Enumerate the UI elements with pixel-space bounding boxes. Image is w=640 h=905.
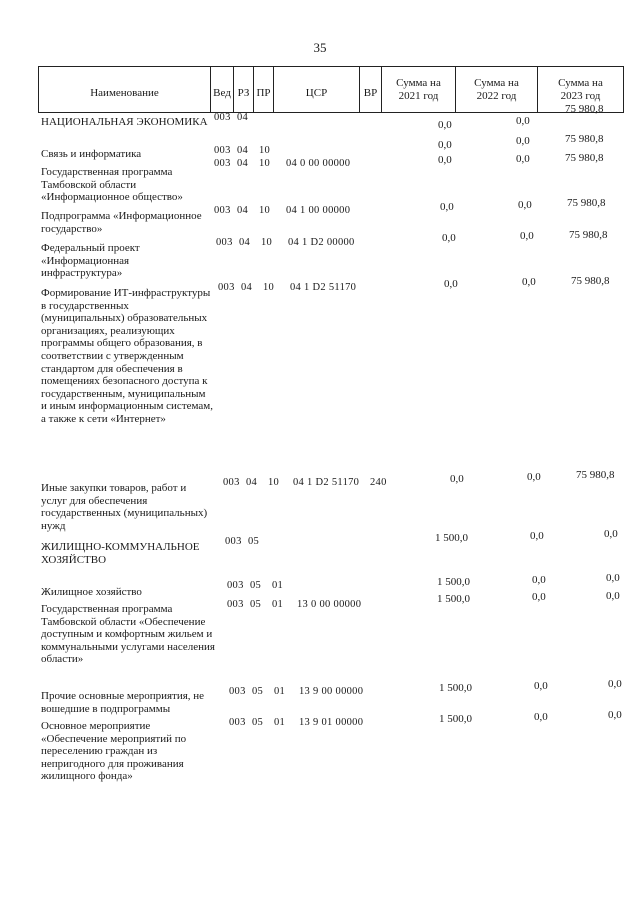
row-sum-2021: 1 500,0 bbox=[437, 593, 470, 605]
row-rz: 04 bbox=[239, 237, 251, 248]
row-pr: 10 bbox=[259, 145, 271, 156]
header-name: Наименование bbox=[38, 67, 210, 112]
row-csr: 04 1 D2 51170 bbox=[290, 282, 357, 293]
row-rz: 04 bbox=[237, 205, 249, 216]
row-pr: 10 bbox=[263, 282, 275, 293]
row-sum-2023: 0,0 bbox=[604, 528, 618, 540]
row-rz: 04 bbox=[237, 145, 249, 156]
row-sum-2023: 0,0 bbox=[608, 709, 622, 721]
header-vr: ВР bbox=[359, 67, 381, 112]
row-name: Федеральный проект «Информационная инфраструктура» bbox=[41, 242, 140, 280]
row-sum-2023: 0,0 bbox=[606, 590, 620, 602]
row-ved: 003 bbox=[214, 205, 231, 216]
row-csr: 04 1 D2 00000 bbox=[288, 237, 355, 248]
row-pr: 10 bbox=[259, 205, 271, 216]
row-sum-2022: 0,0 bbox=[516, 135, 530, 147]
header-sum-2021: Сумма на 2021 год bbox=[381, 67, 455, 112]
row-ved: 003 bbox=[214, 158, 231, 169]
row-sum-2022: 0,0 bbox=[532, 574, 546, 586]
row-pr: 10 bbox=[268, 477, 280, 488]
row-pr: 01 bbox=[272, 599, 284, 610]
row-sum-2022: 0,0 bbox=[516, 115, 530, 127]
row-pr: 01 bbox=[272, 580, 284, 591]
header-sum-2022: Сумма на 2022 год bbox=[455, 67, 537, 112]
row-sum-2022: 0,0 bbox=[534, 711, 548, 723]
row-pr: 01 bbox=[274, 686, 286, 697]
row-rz: 04 bbox=[241, 282, 253, 293]
row-rz: 04 bbox=[237, 112, 249, 123]
row-sum-2023: 75 980,8 bbox=[565, 103, 604, 115]
row-rz: 04 bbox=[246, 477, 258, 488]
row-sum-2021: 0,0 bbox=[444, 278, 458, 290]
page-number: 35 bbox=[313, 40, 327, 55]
row-ved: 003 bbox=[216, 237, 233, 248]
row-ved: 003 bbox=[223, 477, 240, 488]
row-ved: 003 bbox=[214, 112, 231, 123]
header-ved: Вед bbox=[210, 67, 233, 112]
row-csr: 13 9 01 00000 bbox=[299, 717, 364, 728]
row-sum-2022: 0,0 bbox=[518, 199, 532, 211]
row-pr: 01 bbox=[274, 717, 286, 728]
row-name: Связь и информатика bbox=[41, 148, 142, 160]
row-sum-2021: 1 500,0 bbox=[437, 576, 470, 588]
row-sum-2022: 0,0 bbox=[527, 471, 541, 483]
row-sum-2023: 75 980,8 bbox=[565, 133, 604, 145]
header-rz: РЗ bbox=[233, 67, 253, 112]
row-sum-2022: 0,0 bbox=[534, 680, 548, 692]
row-sum-2023: 0,0 bbox=[606, 572, 620, 584]
row-ved: 003 bbox=[227, 599, 244, 610]
row-sum-2021: 0,0 bbox=[442, 232, 456, 244]
row-sum-2021: 0,0 bbox=[438, 139, 452, 151]
row-rz: 04 bbox=[237, 158, 249, 169]
row-rz: 05 bbox=[252, 717, 264, 728]
header-csr: ЦСР bbox=[273, 67, 359, 112]
row-name: Основное мероприятие «Обеспечение мероприятий по переселению граждан из непригодного для проживания жилищного фонда» bbox=[41, 720, 187, 783]
table-header bbox=[38, 66, 624, 113]
row-sum-2022: 0,0 bbox=[532, 591, 546, 603]
row-vr: 240 bbox=[370, 477, 387, 488]
row-sum-2021: 1 500,0 bbox=[439, 713, 472, 725]
row-rz: 05 bbox=[250, 580, 262, 591]
row-sum-2023: 75 980,8 bbox=[576, 469, 615, 481]
row-pr: 10 bbox=[259, 158, 271, 169]
row-ved: 003 bbox=[218, 282, 235, 293]
row-sum-2023: 0,0 bbox=[608, 678, 622, 690]
row-csr: 04 1 D2 51170 bbox=[293, 477, 360, 488]
row-name: ЖИЛИЩНО-КОММУНАЛЬНОЕ ХОЗЯЙСТВО bbox=[41, 541, 200, 566]
row-name: Государственная программа Тамбовской области «Информационное общество» bbox=[41, 166, 183, 204]
row-sum-2022: 0,0 bbox=[516, 153, 530, 165]
row-csr: 13 9 00 00000 bbox=[299, 686, 364, 697]
row-ved: 003 bbox=[214, 145, 231, 156]
row-sum-2023: 75 980,8 bbox=[571, 275, 610, 287]
row-pr: 10 bbox=[261, 237, 273, 248]
row-csr: 04 1 00 00000 bbox=[286, 205, 351, 216]
row-name: НАЦИОНАЛЬНАЯ ЭКОНОМИКА bbox=[41, 116, 208, 128]
row-ved: 003 bbox=[229, 686, 246, 697]
row-ved: 003 bbox=[229, 717, 246, 728]
row-sum-2021: 0,0 bbox=[450, 473, 464, 485]
row-sum-2023: 75 980,8 bbox=[565, 152, 604, 164]
row-sum-2022: 0,0 bbox=[520, 230, 534, 242]
row-sum-2021: 1 500,0 bbox=[439, 682, 472, 694]
row-name: Формирование ИТ-инфраструктуры в государственных (муниципальных) образовательных организациях, реализующих программы общего образования, в соответствии с утвержденным стандартом для обеспечения в помещениях безопасного доступа к государственным, муниципальным и иным информационным системам, а также к сети «Интернет» bbox=[41, 287, 213, 425]
row-sum-2021: 0,0 bbox=[438, 154, 452, 166]
row-rz: 05 bbox=[250, 599, 262, 610]
row-sum-2021: 1 500,0 bbox=[435, 532, 468, 544]
row-name: Подпрограмма «Информационное государство» bbox=[41, 210, 202, 235]
row-name: Иные закупки товаров, работ и услуг для обеспечения государственных (муниципальных) нужд bbox=[41, 482, 208, 532]
row-csr: 04 0 00 00000 bbox=[286, 158, 351, 169]
header-sum-2023: Сумма на 2023 год bbox=[537, 67, 624, 112]
row-name: Государственная программа Тамбовской области «Обеспечение доступным и комфортным жильем и коммунальными услугами населения области» bbox=[41, 603, 215, 666]
row-name: Жилищное хозяйство bbox=[41, 586, 142, 598]
row-sum-2023: 75 980,8 bbox=[567, 197, 606, 209]
row-ved: 003 bbox=[225, 536, 242, 547]
row-sum-2023: 75 980,8 bbox=[569, 229, 608, 241]
row-sum-2021: 0,0 bbox=[440, 201, 454, 213]
row-name: Прочие основные мероприятия, не вошедшие в подпрограммы bbox=[41, 690, 205, 715]
row-csr: 13 0 00 00000 bbox=[297, 599, 362, 610]
row-rz: 05 bbox=[248, 536, 260, 547]
header-pr: ПР bbox=[253, 67, 273, 112]
row-sum-2022: 0,0 bbox=[530, 530, 544, 542]
row-sum-2022: 0,0 bbox=[522, 276, 536, 288]
row-ved: 003 bbox=[227, 580, 244, 591]
row-rz: 05 bbox=[252, 686, 264, 697]
row-sum-2021: 0,0 bbox=[438, 119, 452, 131]
